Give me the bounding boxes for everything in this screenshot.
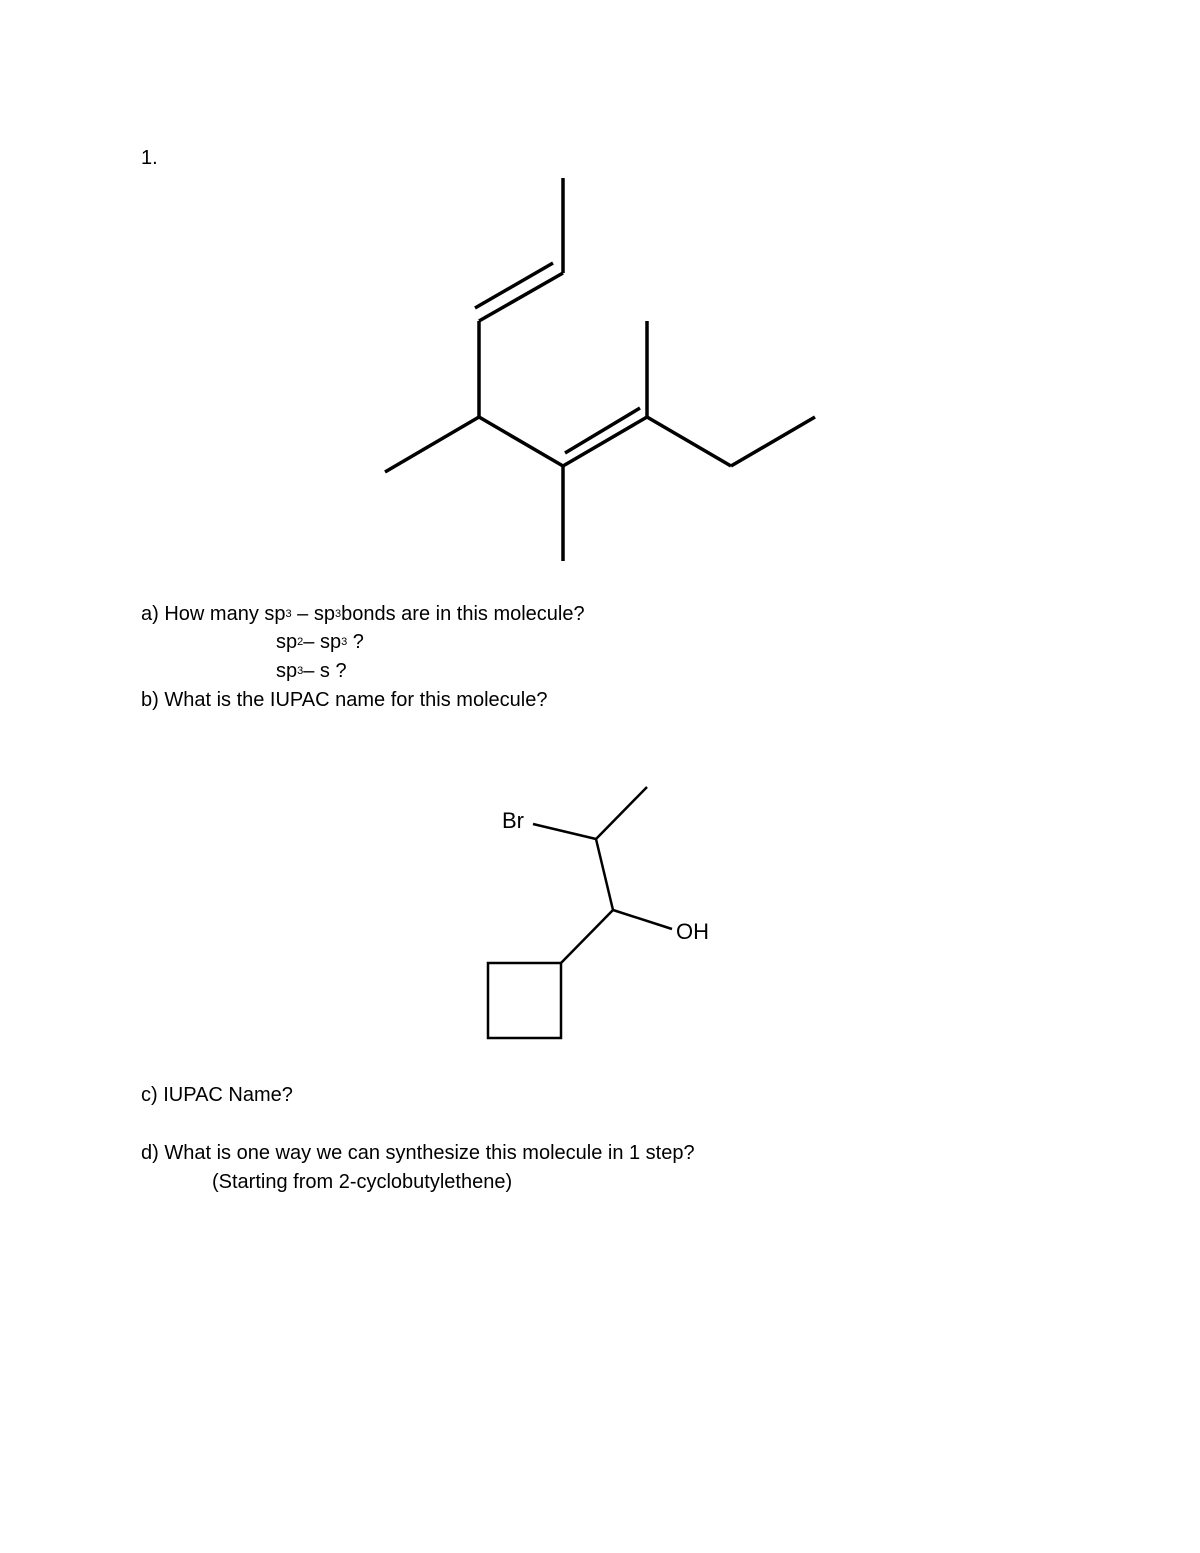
part-d-question: d) What is one way we can synthesize this molecule in 1 step? — [141, 1142, 695, 1164]
part-d-subtext: (Starting from 2-cyclobutylethene) — [212, 1171, 513, 1193]
superscript: 3 — [335, 608, 342, 620]
hybrid-sp: sp — [313, 603, 335, 625]
part-c-question: c) IUPAC Name? — [141, 1084, 293, 1106]
dash: – — [291, 603, 314, 625]
part-a-prefix: a) How many — [141, 603, 265, 625]
bond — [596, 839, 613, 910]
superscript: 3 — [285, 608, 292, 620]
bond — [561, 910, 613, 963]
cyclobutane-ring — [488, 963, 561, 1038]
part-b-question: b) What is the IUPAC name for this molecule? — [141, 689, 548, 711]
bond — [596, 787, 647, 839]
question-number: 1. — [141, 147, 158, 169]
hydroxyl-label: OH — [676, 919, 709, 944]
superscript: 2 — [297, 636, 304, 648]
hybrid-sp: sp — [319, 631, 342, 653]
part-a-line-3-tail: – s ? — [303, 660, 347, 682]
bond — [533, 824, 596, 839]
hybrid-sp: sp — [264, 603, 286, 625]
superscript: 3 — [297, 665, 304, 677]
dash: – — [303, 631, 320, 653]
bromine-label: Br — [502, 808, 524, 833]
part-a-tail: bonds are in this molecule? — [341, 603, 585, 625]
hybrid-sp: sp — [276, 660, 298, 682]
question-mark: ? — [347, 631, 364, 653]
superscript: 3 — [341, 636, 348, 648]
hybrid-sp: sp — [276, 631, 298, 653]
bond — [613, 910, 672, 929]
